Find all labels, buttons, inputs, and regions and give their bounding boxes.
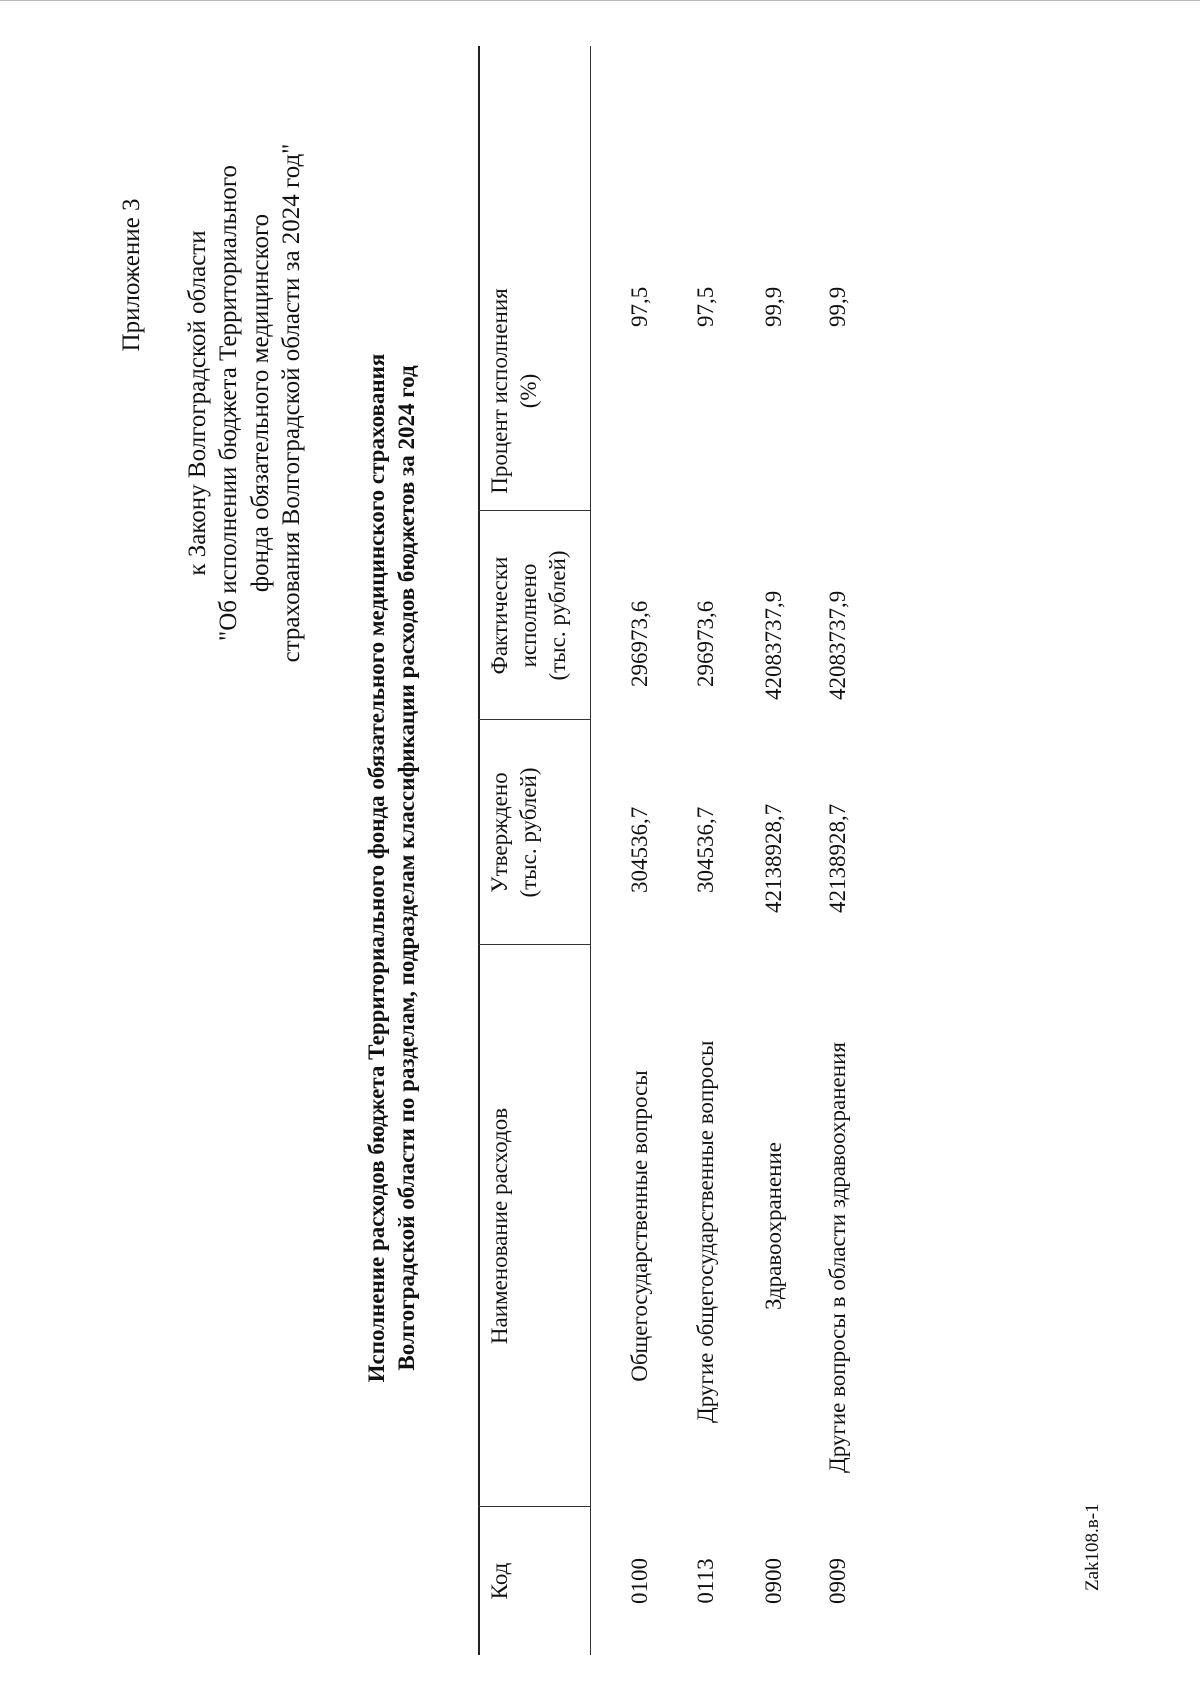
appendix-label: Приложение 3 (118, 198, 145, 352)
table-cell-approved: 42138928,7 (761, 803, 786, 913)
title-line: Волгоградской области по разделам, подразделам классификации расходов бюджетов за 2024 год (393, 365, 419, 1371)
column-header-code: Код (487, 1562, 512, 1600)
table-cell-code: 0900 (761, 1558, 786, 1604)
table-cell-name: Другие общегосударственные вопросы (693, 1040, 718, 1423)
header-line: Утверждено (487, 772, 512, 893)
footer-document-code: Zak108.в-1 (1082, 1503, 1103, 1591)
header-line: Процент исполнения (487, 288, 512, 494)
header-line: (тыс. рублей) (515, 767, 541, 898)
law-reference-line: страхования Волгоградской области за 2024 год" (277, 143, 305, 663)
law-reference-line: фонда обязательного медицинского (246, 213, 274, 593)
column-header-name: Наименование расходов (487, 1107, 512, 1345)
table-cell-actual: 42083737,9 (825, 590, 850, 700)
table-cell-name: Здравоохранение (761, 1141, 786, 1311)
expenditure-table (478, 46, 998, 1655)
column-header-approved (486, 720, 544, 945)
law-reference-line: к Закону Волгоградской области (184, 230, 211, 576)
table-cell-percent: 97,5 (627, 286, 652, 327)
law-reference (182, 103, 307, 703)
document-title (362, 258, 422, 1478)
table-cell-actual: 296973,6 (693, 600, 718, 687)
table-cell-code: 0113 (693, 1558, 718, 1604)
table-cell-name: Другие вопросы в области здравоохранения (825, 1042, 850, 1473)
header-line: (тыс. рублей) (544, 550, 570, 681)
table-cell-percent: 99,9 (761, 286, 786, 327)
table-cell-actual: 296973,6 (627, 600, 652, 687)
table-cell-approved: 42138928,7 (825, 803, 850, 913)
header-line: Фактически (487, 556, 512, 675)
table-cell-approved: 304536,7 (693, 806, 718, 893)
table-cell-percent: 97,5 (693, 286, 718, 327)
law-reference-line: "Об исполнении бюджета Территориального (215, 164, 243, 642)
column-header-actual (486, 511, 572, 720)
table-cell-name: Общегосударственные вопросы (627, 1070, 652, 1382)
header-line: (%) (515, 373, 541, 409)
table-cell-code: 0100 (627, 1558, 652, 1604)
table-cell-approved: 304536,7 (627, 806, 652, 893)
title-line: Исполнение расходов бюджета Территориального фонда обязательного медицинского страхования (364, 353, 389, 1383)
table-cell-actual: 42083737,9 (761, 590, 786, 700)
header-line: исполнено (515, 563, 541, 668)
column-header-percent (486, 271, 544, 511)
table-cell-percent: 99,9 (825, 286, 850, 327)
table-cell-code: 0909 (825, 1558, 850, 1604)
table-header-rule (590, 46, 591, 1655)
table-top-rule (478, 46, 480, 1655)
